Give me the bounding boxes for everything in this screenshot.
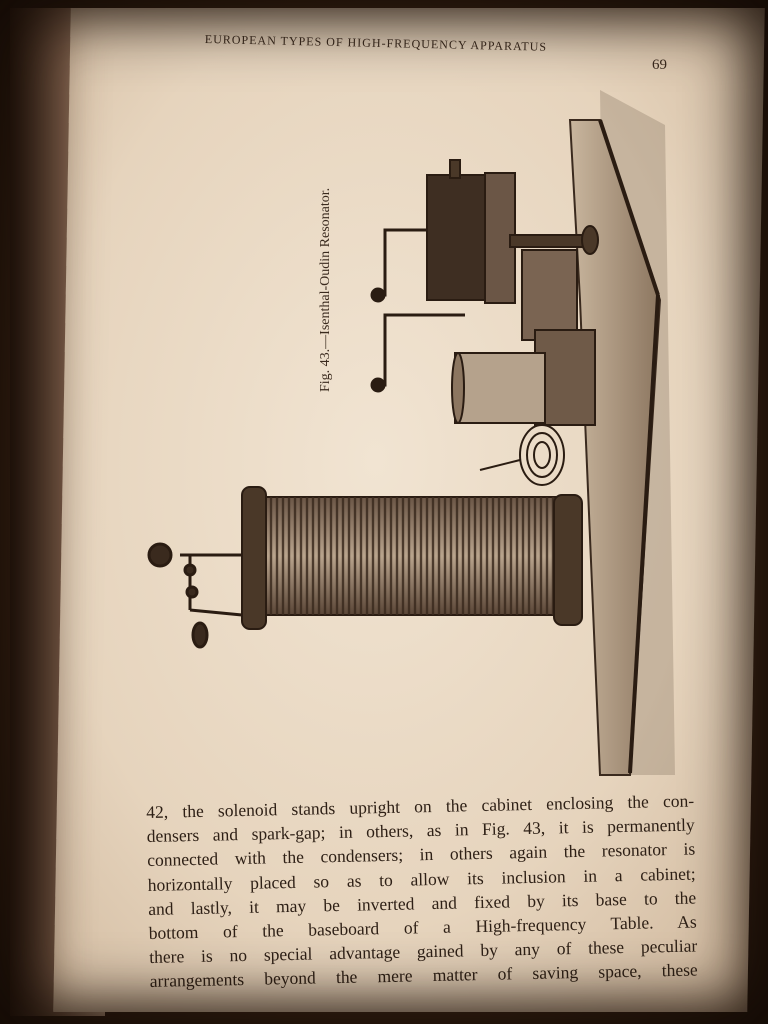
running-head: EUROPEAN TYPES OF HIGH-FREQUENCY APPARATUS xyxy=(204,32,548,54)
body-line: bottom of the baseboard of a High-frequency Table. As xyxy=(148,911,697,943)
page-number: 69 xyxy=(652,57,667,73)
condenser-assembly xyxy=(427,160,598,425)
body-text xyxy=(146,789,698,994)
resonator-illustration xyxy=(130,85,690,785)
body-line: there is no special advantage gained by any of these peculiar xyxy=(149,935,698,968)
body-line: arrangements beyond the mere matter of saving space, these xyxy=(149,959,698,992)
body-line: and lastly, it may be inverted and fixed by its base to the xyxy=(148,887,697,919)
body-line: densers and spark-gap; in others, as in Fig. 43, it is permanently xyxy=(146,814,695,847)
figure-caption: Fig. 43.—Isenthal-Oudin Resonator. xyxy=(318,187,333,392)
body-line: 42, the solenoid stands upright on the cabinet enclosing the con- xyxy=(146,790,695,822)
body-line: horizontally placed so as to allow its inclusion in a cabinet; xyxy=(147,863,696,895)
regulator-spiral xyxy=(480,425,564,485)
coil-terminal xyxy=(149,544,242,647)
body-line: connected with the condensers; in others again the resonator is xyxy=(147,838,696,871)
solenoid-coil xyxy=(242,487,582,629)
